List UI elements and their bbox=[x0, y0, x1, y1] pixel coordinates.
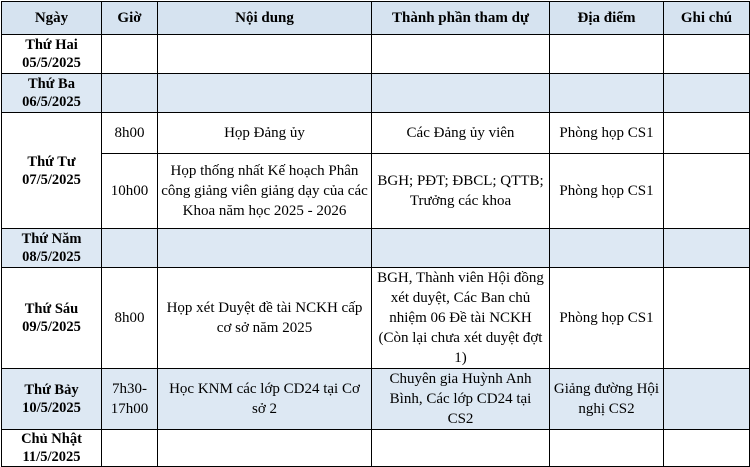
header-row bbox=[2, 2, 750, 35]
day-name: Thứ Sáu bbox=[24, 301, 79, 317]
time-cell: 10h00 bbox=[102, 154, 158, 229]
attendees-cell bbox=[372, 74, 550, 113]
time-cell bbox=[102, 35, 158, 74]
column-header-location: Địa điểm bbox=[550, 2, 664, 35]
attendees-cell bbox=[372, 35, 550, 74]
location-cell bbox=[550, 74, 664, 113]
note-cell bbox=[664, 229, 750, 268]
day-date: 06/5/2025 bbox=[22, 94, 81, 110]
day-name: Chủ Nhật bbox=[21, 431, 82, 447]
note-cell bbox=[664, 268, 750, 369]
day-date: 07/5/2025 bbox=[22, 171, 81, 188]
day-cell bbox=[2, 35, 102, 74]
attendees-cell: BGH, Thành viên Hội đồng xét duyệt, Các Ban chủ nhiệm 06 Đề tài NCKH (Còn lại chưa xét duyệt đợt 1) bbox=[372, 268, 550, 369]
table-row bbox=[2, 369, 750, 430]
day-name: Thứ Tư bbox=[27, 153, 76, 170]
time-cell bbox=[102, 430, 158, 467]
day-date: 10/5/2025 bbox=[22, 400, 81, 416]
time-cell bbox=[102, 74, 158, 113]
time-cell: 7h30-17h00 bbox=[102, 369, 158, 430]
content-cell: Họp Đảng ủy bbox=[158, 113, 372, 154]
note-cell bbox=[664, 369, 750, 430]
day-date: 05/5/2025 bbox=[22, 55, 81, 71]
note-cell bbox=[664, 113, 750, 154]
attendees-cell bbox=[372, 229, 550, 268]
day-date: 11/5/2025 bbox=[22, 449, 81, 465]
column-header-time: Giờ bbox=[102, 2, 158, 35]
table-row bbox=[2, 35, 750, 74]
note-cell bbox=[664, 74, 750, 113]
location-cell: Phòng họp CS1 bbox=[550, 113, 664, 154]
table-row bbox=[2, 229, 750, 268]
column-header-day: Ngày bbox=[2, 2, 102, 35]
note-cell bbox=[664, 430, 750, 467]
day-name: Thứ Ba bbox=[28, 76, 75, 92]
table-row bbox=[2, 113, 750, 154]
note-cell bbox=[664, 154, 750, 229]
table-row bbox=[2, 268, 750, 369]
column-header-attendees: Thành phần tham dự bbox=[372, 2, 550, 35]
day-cell bbox=[2, 229, 102, 268]
location-cell bbox=[550, 430, 664, 467]
content-cell bbox=[158, 229, 372, 268]
time-cell: 8h00 bbox=[102, 268, 158, 369]
table-row bbox=[2, 74, 750, 113]
location-cell: Phòng họp CS1 bbox=[550, 268, 664, 369]
day-date: 08/5/2025 bbox=[22, 249, 81, 265]
day-name: Thứ Năm bbox=[21, 231, 82, 247]
day-cell bbox=[2, 113, 102, 229]
content-cell bbox=[158, 35, 372, 74]
table-row bbox=[2, 430, 750, 467]
column-header-content: Nội dung bbox=[158, 2, 372, 35]
content-cell: Họp thống nhất Kế hoạch Phân công giảng viên giảng dạy của các Khoa năm học 2025 - 2026 bbox=[158, 154, 372, 229]
day-cell bbox=[2, 430, 102, 467]
attendees-cell bbox=[372, 430, 550, 467]
day-cell bbox=[2, 268, 102, 369]
time-cell: 8h00 bbox=[102, 113, 158, 154]
day-cell bbox=[2, 74, 102, 113]
note-cell bbox=[664, 35, 750, 74]
location-cell: Phòng họp CS1 bbox=[550, 154, 664, 229]
day-date: 09/5/2025 bbox=[22, 319, 81, 335]
location-cell bbox=[550, 35, 664, 74]
location-cell: Giảng đường Hội nghị CS2 bbox=[550, 369, 664, 430]
day-name: Thứ Bảy bbox=[24, 382, 79, 398]
attendees-cell: Chuyên gia Huỳnh Anh Bình, Các lớp CD24 tại CS2 bbox=[372, 369, 550, 430]
content-cell bbox=[158, 74, 372, 113]
location-cell bbox=[550, 229, 664, 268]
time-cell bbox=[102, 229, 158, 268]
content-cell: Học KNM các lớp CD24 tại Cơ sở 2 bbox=[158, 369, 372, 430]
day-name: Thứ Hai bbox=[25, 37, 78, 53]
content-cell: Họp xét Duyệt đề tài NCKH cấp cơ sở năm 2025 bbox=[158, 268, 372, 369]
table-row bbox=[2, 154, 750, 229]
attendees-cell: Các Đảng ủy viên bbox=[372, 113, 550, 154]
attendees-cell: BGH; PĐT; ĐBCL; QTTB; Trưởng các khoa bbox=[372, 154, 550, 229]
day-cell bbox=[2, 369, 102, 430]
column-header-note: Ghi chú bbox=[664, 2, 750, 35]
schedule-table bbox=[1, 1, 750, 467]
content-cell bbox=[158, 430, 372, 467]
